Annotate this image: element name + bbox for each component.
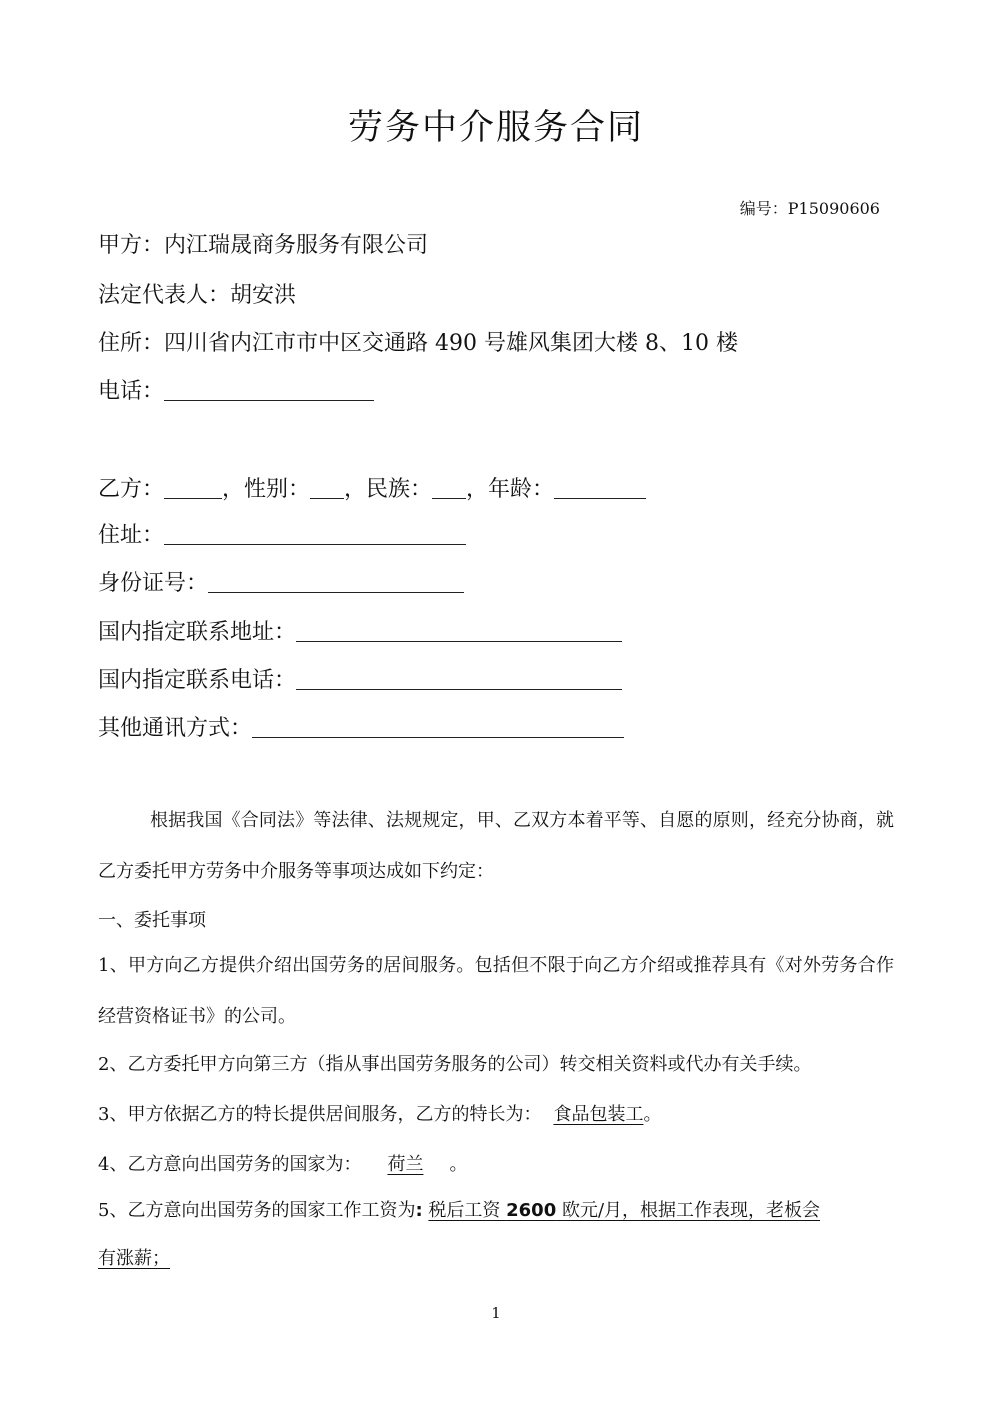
domestic-phone-blank[interactable] bbox=[296, 667, 622, 690]
document-number: 编号：P15090606 bbox=[739, 199, 880, 218]
domestic-phone-row bbox=[98, 663, 622, 694]
section-1-title: 一、委托事项 bbox=[98, 910, 206, 931]
party-a-name: 甲方：内江瑞晟商务服务有限公司 bbox=[98, 233, 429, 258]
salary-amount: 2600 bbox=[506, 1200, 557, 1221]
domestic-phone-label: 国内指定联系电话： bbox=[98, 668, 297, 693]
country-value: 荷兰 bbox=[387, 1154, 424, 1175]
party-b-gender-label: ，性别： bbox=[222, 477, 311, 502]
clause-3 bbox=[98, 1100, 898, 1126]
salary-raise-note: 有涨薪； bbox=[98, 1248, 170, 1269]
party-b-age-blank[interactable] bbox=[554, 476, 646, 499]
party-b-address-row bbox=[98, 518, 466, 549]
domestic-address-label: 国内指定联系地址： bbox=[98, 620, 297, 645]
other-contact-blank[interactable] bbox=[252, 715, 624, 738]
preamble-paragraph: 根据我国《合同法》等法律、法规规定，甲、乙双方本着平等、自愿的原则，经充分协商，就乙方委托甲方劳务中介服务等事项达成如下约定： bbox=[98, 810, 894, 882]
clause-2: 2、乙方委托甲方向第三方（指从事出国劳务服务的公司）转交相关资料或代办有关手续。 bbox=[98, 1054, 812, 1075]
party-b-gender-blank[interactable] bbox=[310, 476, 344, 499]
clause-4 bbox=[98, 1150, 898, 1176]
party-b-address-blank[interactable] bbox=[164, 522, 466, 545]
party-b-id-row bbox=[98, 566, 464, 597]
clause-5-text: 5、乙方意向出国劳务的国家工作工资为 bbox=[98, 1200, 416, 1221]
party-a-address: 住所：四川省内江市市中区交通路 490 号雄风集团大楼 8、10 楼 bbox=[98, 331, 738, 356]
party-b-address-label: 住址： bbox=[98, 523, 165, 548]
party-b-id-blank[interactable] bbox=[208, 570, 464, 593]
page-title: 劳务中介服务合同 bbox=[347, 108, 644, 148]
party-a-phone-label: 电话： bbox=[98, 379, 165, 404]
salary-suffix: 欧元/月，根据工作表现，老板会 bbox=[556, 1200, 821, 1221]
other-contact-row bbox=[98, 711, 624, 742]
clause-3-text: 3、甲方依据乙方的特长提供居间服务，乙方的特长为： bbox=[98, 1104, 542, 1125]
party-b-ethnicity-label: ，民族： bbox=[344, 477, 433, 502]
other-contact-label: 其他通讯方式： bbox=[98, 716, 253, 741]
party-b-name-blank[interactable] bbox=[164, 476, 222, 499]
clause-1: 1、甲方向乙方提供介绍出国劳务的居间服务。包括但不限于向乙方介绍或推荐具有《对外劳务合作经营资格证书》的公司。 bbox=[98, 955, 894, 1027]
domestic-address-blank[interactable] bbox=[296, 619, 622, 642]
party-a-phone-blank[interactable] bbox=[164, 378, 374, 401]
clause-4-text: 4、乙方意向出国劳务的国家为： bbox=[98, 1154, 362, 1175]
party-a-representative: 法定代表人：胡安洪 bbox=[98, 283, 297, 308]
party-b-name-label: 乙方： bbox=[98, 477, 165, 502]
party-b-age-label: ，年龄： bbox=[466, 477, 555, 502]
clause-5-line-2 bbox=[98, 1244, 898, 1270]
salary-prefix: 税后工资 bbox=[428, 1200, 507, 1221]
party-a-phone-row bbox=[98, 374, 374, 405]
party-b-basic-row bbox=[98, 472, 646, 503]
clause-4-end: 。 bbox=[449, 1154, 468, 1175]
page-number: 1 bbox=[491, 1304, 501, 1322]
specialty-value: 食品包装工 bbox=[553, 1104, 644, 1125]
party-b-id-label: 身份证号： bbox=[98, 571, 209, 596]
clause-3-end: 。 bbox=[643, 1104, 662, 1125]
party-b-ethnicity-blank[interactable] bbox=[432, 476, 466, 499]
clause-5-line-1: 5、乙方意向出国劳务的国家工作工资为: 税后工资 2600 欧元/月，根据工作表现，老板会 bbox=[98, 1200, 821, 1221]
domestic-address-row bbox=[98, 615, 622, 646]
salary-value bbox=[428, 1200, 820, 1221]
